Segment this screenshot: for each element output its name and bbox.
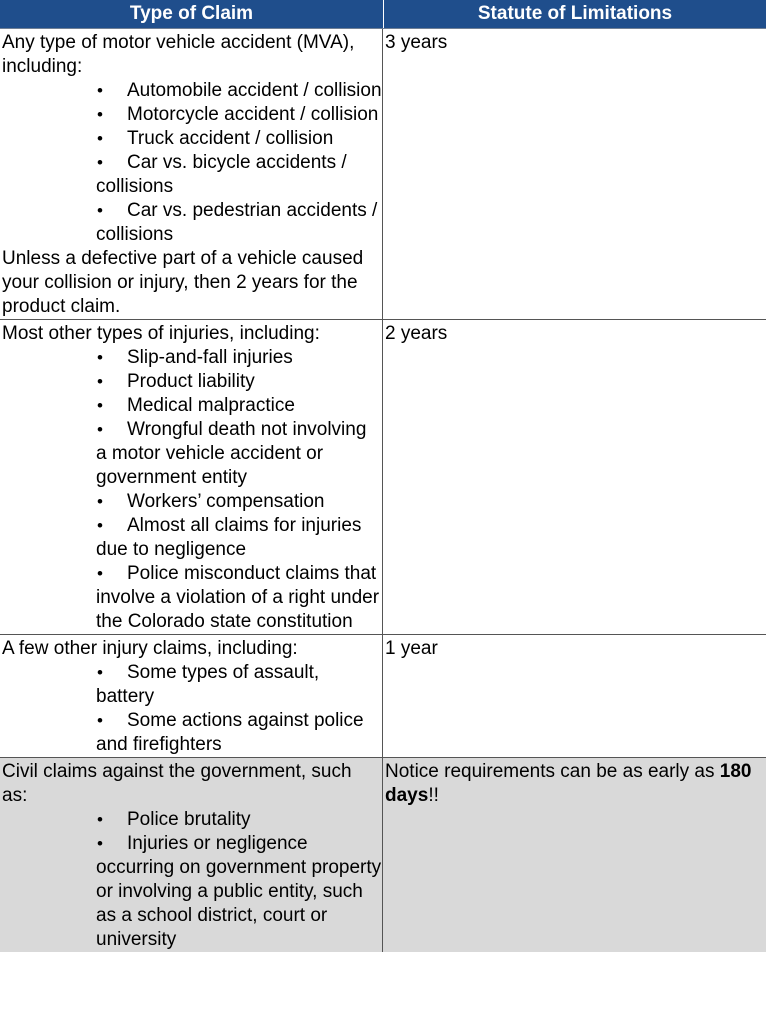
bullet-icon: [96, 199, 127, 223]
limitation-cell: [383, 758, 766, 952]
bullet-icon: [96, 370, 127, 394]
header-statute-of-limitations: Statute of Limitations: [477, 3, 673, 24]
list-item: •Some types of assault, battery: [96, 661, 382, 709]
claim-intro: A few other injury claims, including:: [2, 638, 298, 659]
limitation-emphasis: !!: [428, 785, 439, 806]
table-row: [0, 635, 766, 758]
bullet-icon: [96, 562, 127, 586]
bullet-icon: [96, 346, 127, 370]
claim-bullet-list: [2, 346, 382, 634]
list-item: •Some actions against police and firefighters: [96, 709, 382, 757]
list-item: •Truck accident / collision: [96, 127, 382, 151]
list-item: •Motorcycle accident / collision: [96, 103, 382, 127]
bullet-icon: [96, 514, 127, 538]
header-type-of-claim: Type of Claim: [0, 0, 384, 28]
list-item: •Car vs. pedestrian accidents / collisions: [96, 199, 382, 247]
claim-bullet-list: [2, 79, 382, 247]
bullet-icon: [96, 490, 127, 514]
limitation-cell: 2 years: [385, 323, 448, 344]
limitation-cell: 3 years: [385, 32, 448, 53]
bullet-icon: [96, 709, 127, 733]
claim-intro: Civil claims against the government, such as:: [2, 761, 352, 806]
list-item: •Police brutality: [96, 808, 382, 832]
bullet-icon: [96, 808, 127, 832]
limitation-deadline: 180 days: [385, 761, 752, 806]
claim-cell: [0, 635, 383, 757]
table-row: [0, 320, 766, 635]
bullet-icon: [96, 103, 127, 127]
claim-cell: [0, 758, 383, 952]
claim-cell: [0, 320, 383, 634]
list-item: •Slip-and-fall injuries: [96, 346, 382, 370]
claim-cell: [0, 29, 383, 319]
list-item: •Workers’ compensation: [96, 490, 382, 514]
claim-bullet-list: [2, 661, 382, 757]
bullet-icon: [96, 832, 127, 856]
bullet-icon: [96, 127, 127, 151]
table-header: [0, 0, 766, 29]
list-item: •Automobile accident / collision: [96, 79, 382, 103]
list-item: •Injuries or negligence occurring on government property or involving a public entity, such as a school district, court or university: [96, 832, 382, 952]
list-item: •Police misconduct claims that involve a violation of a right under the Colorado state constitution: [96, 562, 382, 634]
list-item: •Medical malpractice: [96, 394, 382, 418]
list-item: •Almost all claims for injuries due to negligence: [96, 514, 382, 562]
limitation-text: Notice requirements can be as early as: [385, 761, 715, 782]
claim-bullet-list: [2, 808, 382, 952]
limitation-cell: 1 year: [385, 638, 438, 659]
claim-intro: Most other types of injuries, including:: [2, 323, 320, 344]
table-row: [0, 29, 766, 320]
claim-intro: Any type of motor vehicle accident (MVA), including:: [2, 32, 355, 77]
bullet-icon: [96, 394, 127, 418]
bullet-icon: [96, 151, 127, 175]
table-row: [0, 758, 766, 952]
list-item: •Wrongful death not involving a motor vehicle accident or government entity: [96, 418, 382, 490]
bullet-icon: [96, 79, 127, 103]
bullet-icon: [96, 418, 127, 442]
list-item: •Product liability: [96, 370, 382, 394]
claim-note: Unless a defective part of a vehicle caused your collision or injury, then 2 years for the product claim.: [2, 248, 364, 317]
bullet-icon: [96, 661, 127, 685]
list-item: •Car vs. bicycle accidents / collisions: [96, 151, 382, 199]
